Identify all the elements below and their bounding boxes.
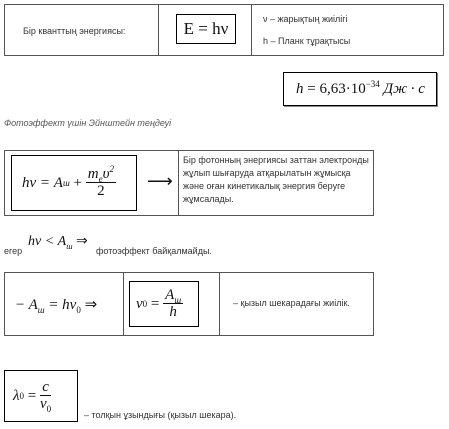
einstein-equation-row: [4, 150, 374, 216]
table-divider-2: [251, 5, 252, 55]
energy-table: [4, 4, 444, 56]
threshold-fraction: [163, 287, 183, 322]
fraction-denominator: 2: [97, 183, 105, 200]
wavelength-fraction: [40, 379, 51, 414]
mass-sub: e: [98, 173, 103, 184]
threshold-text: – қызыл шекарадағы жиілік.: [233, 298, 350, 308]
condition-lhs: hν < A: [28, 234, 67, 249]
wavelength-text: – толқын ұзындығы (қызыл шекара).: [84, 410, 237, 420]
einstein-caption: Фотоэффект үшін Эйнштейн теңдеуі: [4, 118, 172, 128]
work-function-eq: [15, 295, 97, 314]
einstein-plus: +: [69, 174, 86, 191]
lambda-equals: =: [24, 387, 40, 404]
planck-value: = 6,63·10: [307, 81, 366, 97]
implies-icon-2: ⇒: [80, 297, 98, 313]
nu0-symbol: ν: [136, 295, 143, 312]
table-divider-5: [219, 273, 220, 335]
einstein-explanation: Бір фотонның энергиясы заттан электронды жұлып шығаруда атқарылатын жұмысқа және оған кинетикалық энергия беруге жұмсалады.: [183, 155, 369, 204]
right-arrow-icon: ⟶: [147, 171, 173, 191]
table-divider-4: [123, 273, 124, 335]
nu-definition: ν – жарықтың жиілігі: [263, 14, 348, 24]
einstein-lhs: hν = A: [22, 174, 63, 191]
planck-constant-box: [283, 72, 437, 106]
kinetic-fraction: [86, 163, 116, 201]
energy-formula-box: [176, 14, 236, 44]
table-divider-3: [178, 151, 179, 215]
threshold-den: h: [169, 304, 177, 321]
wavelength-den-sub: 0: [46, 404, 52, 415]
h-definition: h – Планк тұрақтысы: [263, 36, 351, 46]
work-function-lhs: − A: [15, 297, 38, 313]
condition-text: фотоэффект байқалмайды.: [96, 246, 212, 256]
wavelength-den: ν: [39, 396, 47, 413]
wavelength-num: c: [42, 378, 49, 395]
energy-label: Бір кванттың энергиясы:: [23, 26, 126, 36]
velocity-symbol: υ: [102, 165, 110, 182]
mass-symbol: m: [87, 165, 99, 182]
threshold-num-sub: ш: [174, 294, 182, 305]
work-function-rest: = hν: [44, 297, 77, 313]
condition-formula: [28, 233, 88, 250]
threshold-frequency-box: ν 0 = $\frac{A_ш}{h}$: [129, 281, 199, 327]
wavelength-box: λ 0 = $\frac{c}{\nu_0}$: [4, 370, 78, 422]
nu0-equals: =: [147, 295, 164, 312]
work-function-sub: ш: [37, 305, 45, 315]
planck-exponent: −34: [365, 79, 380, 89]
einstein-formula-box: hν = A ш + $\frac{m_e\upsilon^2}{2}$: [11, 155, 137, 211]
condition-sub: ш: [66, 241, 73, 251]
planck-symbol: h: [296, 81, 304, 97]
threshold-num: A: [165, 286, 175, 303]
lambda-symbol: λ: [13, 387, 20, 404]
table-divider-1: [158, 5, 159, 55]
condition-prefix: егер: [4, 246, 23, 256]
implies-icon: ⇒: [72, 234, 88, 249]
energy-formula: E = hν: [183, 19, 229, 38]
red-boundary-row: [4, 272, 374, 336]
nu0-sub-left: 0: [76, 305, 81, 315]
velocity-power: 2: [109, 163, 114, 174]
planck-unit: Дж · с: [379, 81, 425, 97]
